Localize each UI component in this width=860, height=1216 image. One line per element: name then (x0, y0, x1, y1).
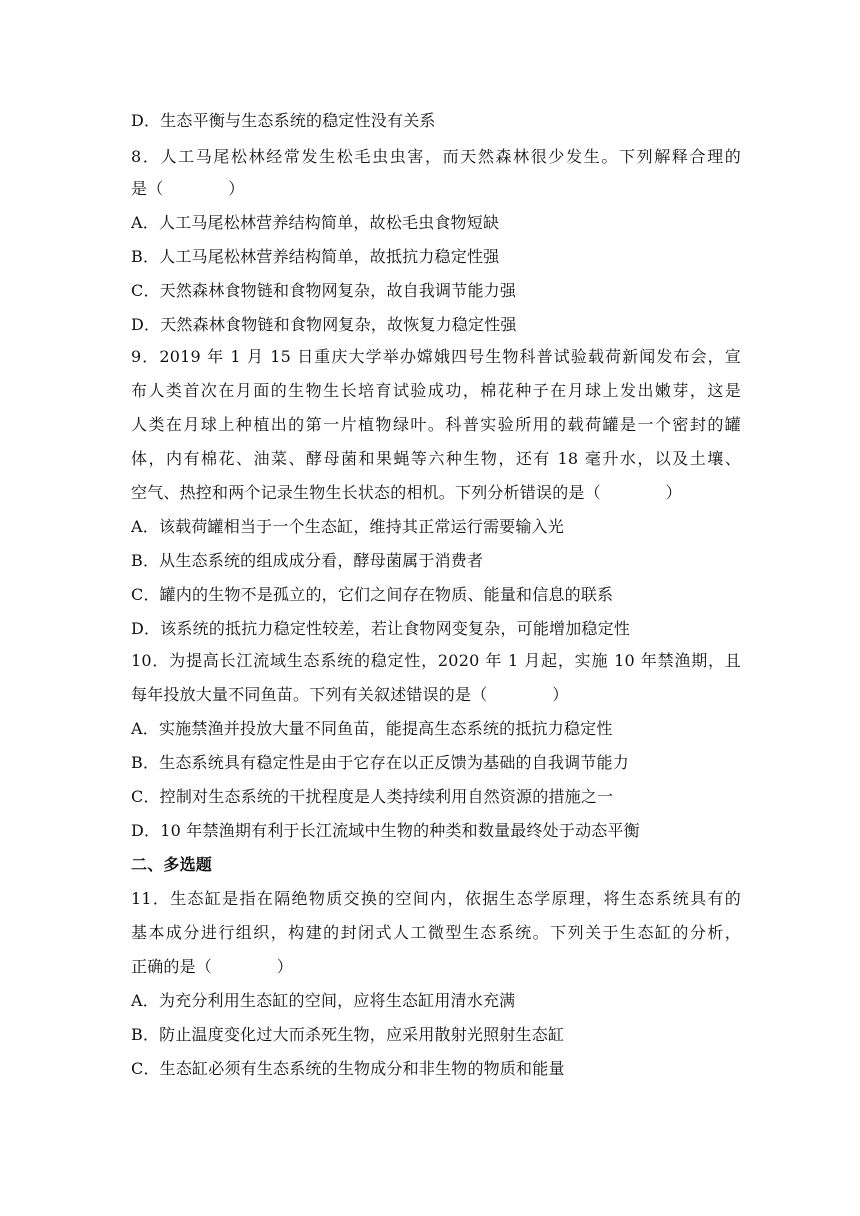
q10-option-d: D．10 年禁渔期有利于长江流域中生物的种类和数量最终处于动态平衡 (131, 821, 640, 840)
q8-option-c: C．天然森林食物链和食物网复杂，故自我调节能力强 (131, 281, 517, 300)
q10-option-a: A．实施禁渔并投放大量不同鱼苗，能提高生态系统的抵抗力稳定性 (131, 719, 613, 738)
q10-stem-line-1: 10．为提高长江流域生态系统的稳定性，2020 年 1 月起，实施 10 年禁渔期，且 (131, 651, 741, 670)
q9-stem-line-1: 9．2019 年 1 月 15 日重庆大学举办嫦娥四号生物科普试验载荷新闻发布会，宣 (131, 347, 741, 366)
q9-stem-line-2: 布人类首次在月面的生物生长培育试验成功，棉花种子在月球上发出嫩芽，这是 (131, 381, 741, 400)
q7-option-d: D．生态平衡与生态系统的稳定性没有关系 (131, 111, 436, 130)
section-heading-multiple-choice: 二、多选题 (131, 855, 213, 874)
q9-option-b: B．从生态系统的组成成分看，酵母菌属于消费者 (131, 551, 484, 570)
q9-stem-line-3: 人类在月球上种植出的第一片植物绿叶。科普实验所用的载荷罐是一个密封的罐 (131, 415, 741, 434)
q10-option-c: C．控制对生态系统的干扰程度是人类持续利用自然资源的措施之一 (131, 787, 614, 806)
q8-option-b: B．人工马尾松林营养结构简单，故抵抗力稳定性强 (131, 247, 500, 266)
q9-stem-line-5: 空气、热控和两个记录生物生长状态的相机。下列分析错误的是（ ） (131, 483, 682, 502)
q9-option-d: D．该系统的抵抗力稳定性较差，若让食物网变复杂，可能增加稳定性 (131, 619, 631, 638)
q11-option-c: C．生态缸必须有生态系统的生物成分和非生物的物质和能量 (131, 1059, 565, 1078)
q8-option-a: A．人工马尾松林营养结构简单，故松毛虫食物短缺 (131, 213, 500, 232)
q9-stem-line-4: 体，内有棉花、油菜、酵母菌和果蝇等六种生物，还有 18 毫升水，以及土壤、 (131, 449, 741, 468)
q11-stem-line-2: 基本成分进行组织，构建的封闭式人工微型生态系统。下列关于生态缸的分析， (131, 923, 741, 942)
q11-stem-line-3: 正确的是（ ） (131, 957, 294, 976)
q8-option-d: D．天然森林食物链和食物网复杂，故恢复力稳定性强 (131, 315, 517, 334)
q10-stem-line-2: 每年投放大量不同鱼苗。下列有关叙述错误的是（ ） (131, 685, 569, 704)
q8-stem-line-2: 是（ ） (131, 179, 245, 198)
q11-stem-line-1: 11．生态缸是指在隔绝物质交换的空间内，依据生态学原理，将生态系统具有的 (131, 889, 741, 908)
q11-option-b: B．防止温度变化过大而杀死生物，应采用散射光照射生态缸 (131, 1025, 565, 1044)
q10-option-b: B．生态系统具有稳定性是由于它存在以正反馈为基础的自我调节能力 (131, 753, 629, 772)
q9-option-a: A．该载荷罐相当于一个生态缸，维持其正常运行需要输入光 (131, 517, 564, 536)
q9-option-c: C．罐内的生物不是孤立的，它们之间存在物质、能量和信息的联系 (131, 585, 614, 604)
q11-option-a: A．为充分利用生态缸的空间，应将生态缸用清水充满 (131, 991, 516, 1010)
q8-stem-line-1: 8．人工马尾松林经常发生松毛虫虫害，而天然森林很少发生。下列解释合理的 (131, 147, 741, 166)
